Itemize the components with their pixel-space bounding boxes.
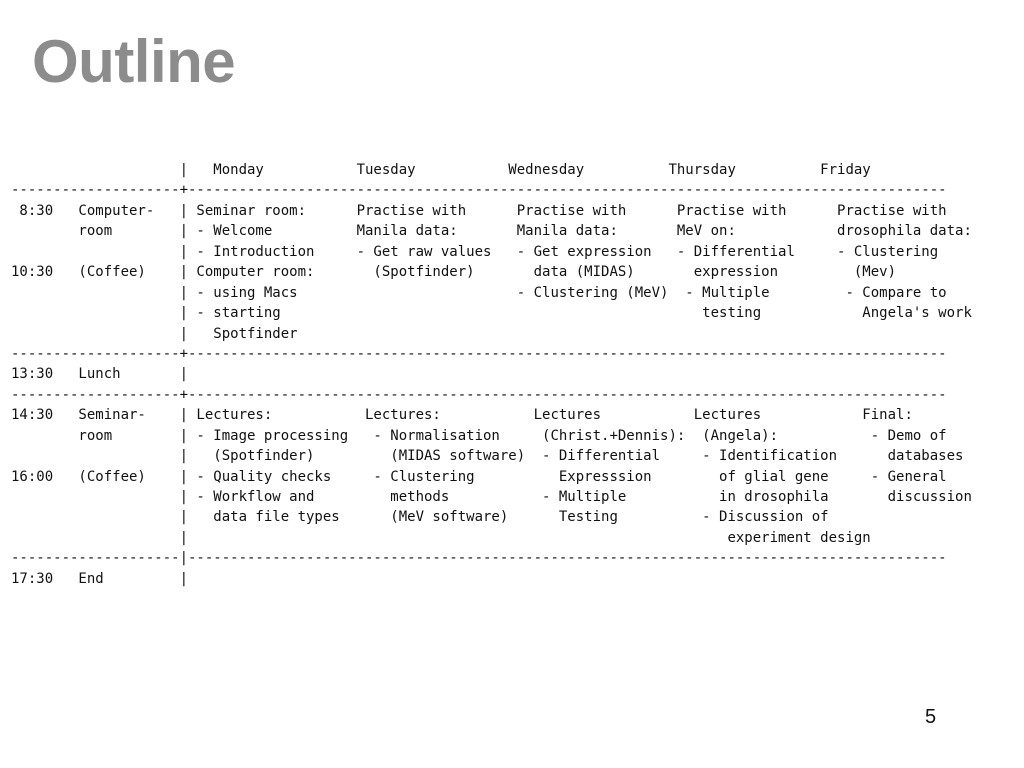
schedule-row: | - starting testing Angela's work [11, 305, 972, 322]
schedule-row: 13:30 Lunch | [11, 366, 189, 383]
schedule-row: | (Spotfinder) (MIDAS software) - Differential - Identification databases [11, 448, 964, 465]
schedule-divider: --------------------+------------------------------------------------------------------------------------------ [11, 386, 947, 403]
schedule-row: 17:30 End | [11, 570, 189, 587]
schedule-row: | - using Macs - Clustering (MeV) - Multiple - Compare to [11, 284, 947, 301]
schedule-row: 16:00 (Coffee) | - Quality checks - Clustering Expresssion of glial gene - General [11, 468, 947, 485]
schedule-divider: --------------------|------------------------------------------------------------------------------------------ [11, 550, 947, 567]
schedule-table [11, 160, 1011, 589]
page-number: 5 [925, 706, 937, 728]
schedule-row: | - Workflow and methods - Multiple in drosophila discussion [11, 489, 972, 505]
schedule-row: | Spotfinder [11, 325, 298, 342]
schedule-divider: --------------------+------------------------------------------------------------------------------------------ [11, 345, 947, 362]
schedule-row: 10:30 (Coffee) | Computer room: (Spotfinder) data (MIDAS) expression (Mev) [11, 264, 897, 281]
schedule-row: | experiment design [11, 529, 871, 546]
slide-title: Outline [32, 28, 236, 95]
schedule-divider: --------------------+------------------------------------------------------------------------------------------ [11, 182, 947, 199]
schedule-row: | data file types (MeV software) Testing - Discussion of [11, 509, 829, 526]
schedule-row: room | - Image processing - Normalisation (Christ.+Dennis): (Angela): - Demo of [11, 427, 947, 444]
schedule-row: 14:30 Seminar- | Lectures: Lectures: Lectures Lectures Final: [11, 407, 913, 424]
schedule-row: room | - Welcome Manila data: Manila data: MeV on: drosophila data: [11, 223, 972, 240]
schedule-row: 8:30 Computer- | Seminar room: Practise with Practise with Practise with Practise with [11, 202, 947, 219]
schedule-header-row: | Monday Tuesday Wednesday Thursday Friday [11, 162, 871, 178]
schedule-row: | - Introduction - Get raw values - Get expression - Differential - Clustering [11, 243, 939, 260]
